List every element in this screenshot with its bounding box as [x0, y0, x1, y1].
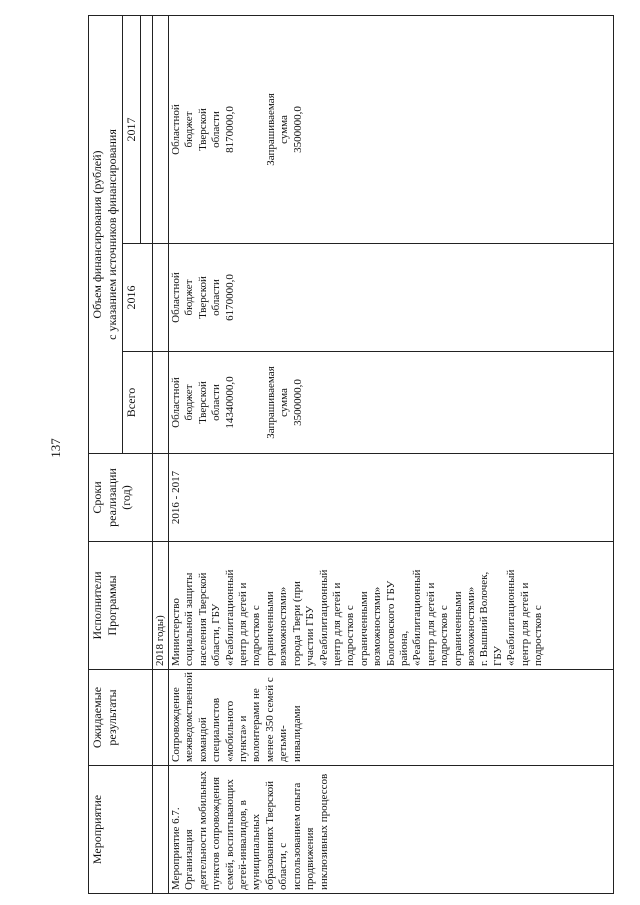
note-cell-2017 — [152, 16, 168, 244]
header-2017-extra — [140, 16, 152, 244]
executor-line: «Реабилитационный — [505, 569, 518, 666]
total-budget-line: бюджет — [183, 384, 196, 421]
budget-2017-line: области — [210, 111, 223, 148]
executor-line: Министерство — [170, 598, 183, 666]
budget-2017-line: Областной — [170, 104, 183, 155]
cell-2017 — [169, 16, 614, 244]
total-budget-line: Областной — [170, 377, 183, 428]
executor-line: социальной защиты — [183, 572, 196, 666]
note-row — [152, 16, 168, 894]
spacer — [237, 355, 265, 450]
executor-line: центр для детей и — [518, 582, 531, 666]
header-period: Сроки реализации (год) — [89, 454, 153, 542]
header-funding — [89, 16, 123, 454]
header-expected-results: Ожидаемые результаты — [89, 670, 153, 766]
header-funding-sub: с указанием источников финансирования — [104, 129, 119, 340]
header-total: Всего — [123, 352, 153, 454]
requested-2017-line: сумма — [278, 115, 291, 144]
total-requested-amount: 3500000,0 — [291, 379, 304, 426]
executor-line: центр для детей и — [424, 582, 437, 666]
cell-2016 — [169, 244, 614, 352]
executor-line: Бологовского ГБУ — [384, 580, 397, 666]
page-number: 137 — [48, 438, 63, 458]
spacer — [237, 19, 265, 240]
budget-2016-line: Тверской — [196, 276, 209, 319]
header-row — [89, 16, 123, 894]
requested-2017-line: Запрашиваемая — [265, 93, 278, 166]
budget-2016-line: Областной — [170, 272, 183, 323]
header-measure: Мероприятие — [89, 766, 153, 894]
note-cell-2016 — [152, 244, 168, 352]
budget-2016-amount: 6170000,0 — [223, 274, 236, 321]
program-table — [88, 15, 614, 894]
executor-line: центр для детей и — [237, 582, 250, 666]
executor-line: города Твери (при — [290, 581, 303, 666]
cell-executors — [169, 542, 614, 670]
budget-2017-line: бюджет — [183, 111, 196, 148]
budget-2017-amount: 8170000,0 — [223, 106, 236, 153]
executor-line: центр для детей и — [330, 582, 343, 666]
table-row — [169, 16, 614, 894]
executor-line: населения Тверской — [196, 572, 209, 666]
executor-line: участии ГБУ — [304, 605, 317, 666]
executor-line: «Реабилитационный — [317, 569, 330, 666]
note-cell-executors: 2018 годы) — [152, 542, 168, 670]
header-funding-title: Объем финансирования (рублей) — [90, 150, 104, 319]
budget-2016-line: области — [210, 279, 223, 316]
cell-measure: Мероприятие 6.7. Организация деятельности мобильных пунктов сопровождения семей, воспитывающих детей-инвалидов, в муниципальных образованиях Тверской области, с использованием опыта продвижения инклюзивных процессов — [169, 766, 614, 894]
executor-line: района, — [397, 630, 410, 666]
header-executors: Исполнители Программы — [89, 542, 153, 670]
budget-2016-line: бюджет — [183, 279, 196, 316]
executor-line: подростков с — [532, 605, 544, 666]
executor-line: возможностями» — [464, 586, 477, 666]
note-cell-period — [152, 454, 168, 542]
program-table-rotated — [88, 16, 614, 894]
note-cell-expected — [152, 670, 168, 766]
executor-line: возможностями» — [371, 586, 384, 666]
executor-line: подростков с — [344, 605, 357, 666]
executor-line: ограниченными — [451, 591, 464, 666]
cell-total — [169, 352, 614, 454]
budget-2017-line: Тверской — [196, 108, 209, 151]
executor-line: «Реабилитационный — [411, 569, 424, 666]
executor-line: подростков с — [438, 605, 451, 666]
executor-line: г. Вышний Волочек, — [478, 571, 491, 666]
total-budget-amount: 14340000,0 — [223, 376, 236, 429]
executor-line: области, ГБУ — [210, 603, 223, 666]
total-requested-line: сумма — [278, 388, 291, 417]
total-budget-line: Тверской — [196, 381, 209, 424]
executor-line: «Реабилитационный — [223, 569, 236, 666]
executor-line: подростков с — [250, 605, 263, 666]
executor-line: ГБУ — [491, 645, 504, 666]
note-cell-total — [152, 352, 168, 454]
executor-line: ограниченными — [357, 591, 370, 666]
note-cell-measure — [152, 766, 168, 894]
requested-2017-amount: 3500000,0 — [291, 106, 304, 153]
cell-period: 2016 - 2017 — [169, 454, 614, 542]
total-requested-line: Запрашиваемая — [265, 366, 278, 439]
executor-line: ограниченными — [263, 591, 276, 666]
total-budget-line: области — [210, 384, 223, 421]
executor-line: возможностями» — [277, 586, 290, 666]
header-2016: 2016 — [123, 244, 153, 352]
cell-expected: Сопровождение межведомственной командой специалистов «мобильного пункта» и волонтерами не менее 350 семей с детьми-инвалидами — [169, 670, 614, 766]
header-2017: 2017 — [123, 16, 141, 244]
